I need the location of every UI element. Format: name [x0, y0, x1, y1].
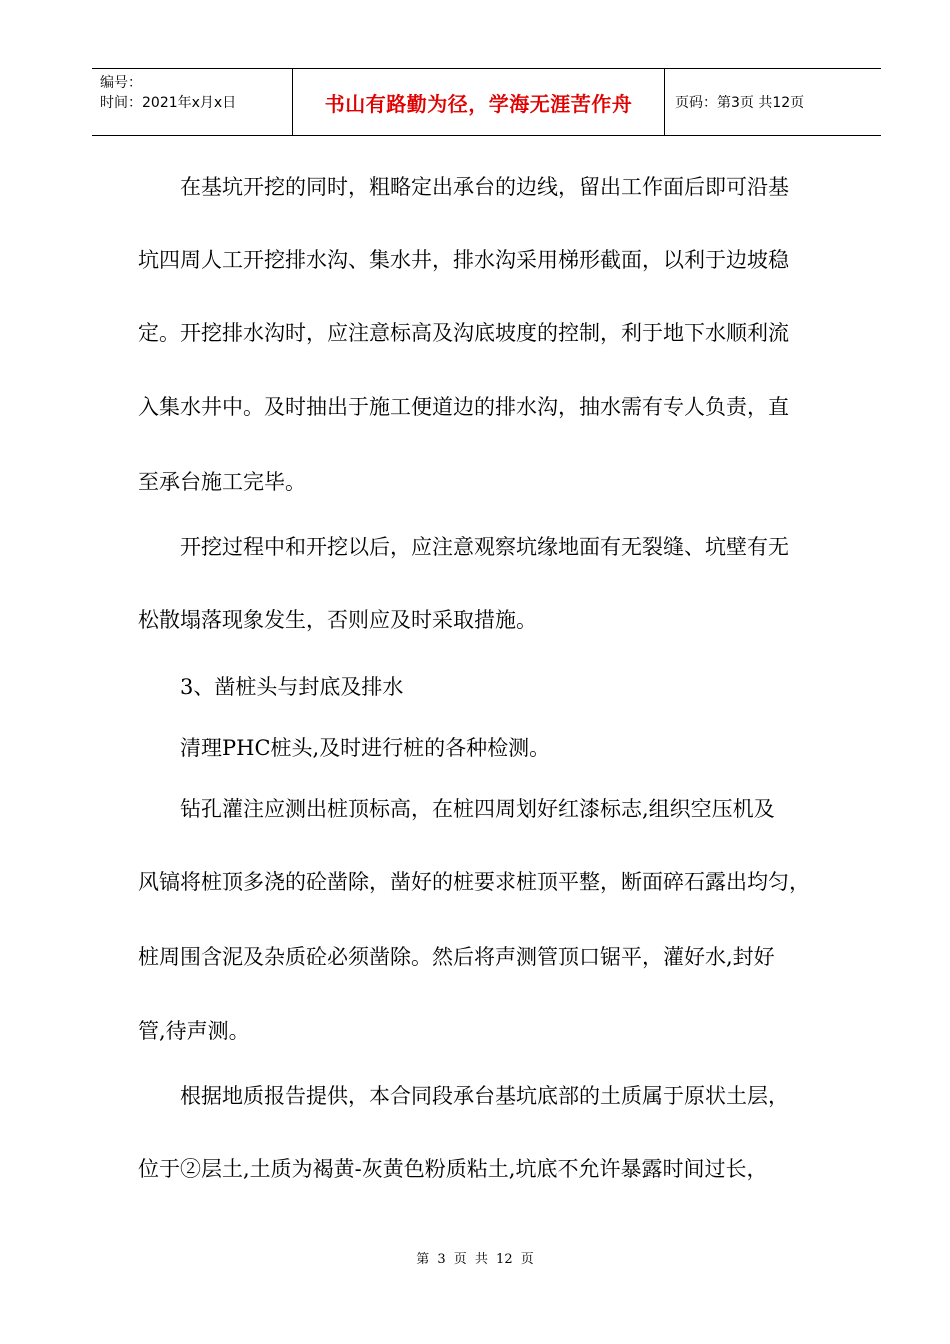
body-line: 位于②层土,土质为褐黄-灰黄色粉质粘土,坑底不允许暴露时间过长，: [138, 1157, 768, 1181]
header-page-number: 页码：第3页 共12页: [675, 95, 805, 111]
body-line: 根据地质报告提供，本合同段承台基坑底部的土质属于原状土层，: [138, 1084, 789, 1108]
body-line: 风镐将桩顶多浇的砼凿除，凿好的桩要求桩顶平整，断面碎石露出均匀，: [138, 870, 810, 894]
body-line: 在基坑开挖的同时，粗略定出承台的边线，留出工作面后即可沿基: [138, 175, 789, 199]
body-line: 开挖过程中和开挖以后，应注意观察坑缘地面有无裂缝、坑壁有无: [138, 535, 789, 559]
body-line: 定。开挖排水沟时，应注意标高及沟底坡度的控制，利于地下水顺利流: [138, 321, 789, 345]
body-line: 至承台施工完毕。: [138, 470, 306, 494]
body-line: 钻孔灌注应测出桩顶标高，在桩四周划好红漆标志,组织空压机及: [138, 797, 775, 821]
body-line: 清理PHC桩头,及时进行桩的各种检测。: [138, 736, 551, 760]
document-number-label: 编号：: [100, 75, 142, 91]
section-heading: 3、凿桩头与封底及排水: [138, 675, 404, 699]
header-table: [92, 68, 881, 136]
body-line: 松散塌落现象发生，否则应及时采取措施。: [138, 608, 537, 632]
document-time-label: 时间：2021年x月x日: [100, 95, 237, 111]
body-line: 管,待声测。: [138, 1019, 250, 1043]
page-footer: 第 3 页 共 12 页: [416, 1252, 534, 1267]
body-line: 入集水井中。及时抽出于施工便道边的排水沟，抽水需有专人负责，直: [138, 395, 789, 419]
header-motto: 书山有路勤为径，学海无涯苦作舟: [293, 69, 665, 135]
body-line: 坑四周人工开挖排水沟、集水井，排水沟采用梯形截面，以利于边坡稳: [138, 248, 789, 272]
body-line: 桩周围含泥及杂质砼必须凿除。然后将声测管顶口锯平，灌好水,封好: [138, 945, 775, 969]
header-info-cell: [92, 69, 293, 135]
